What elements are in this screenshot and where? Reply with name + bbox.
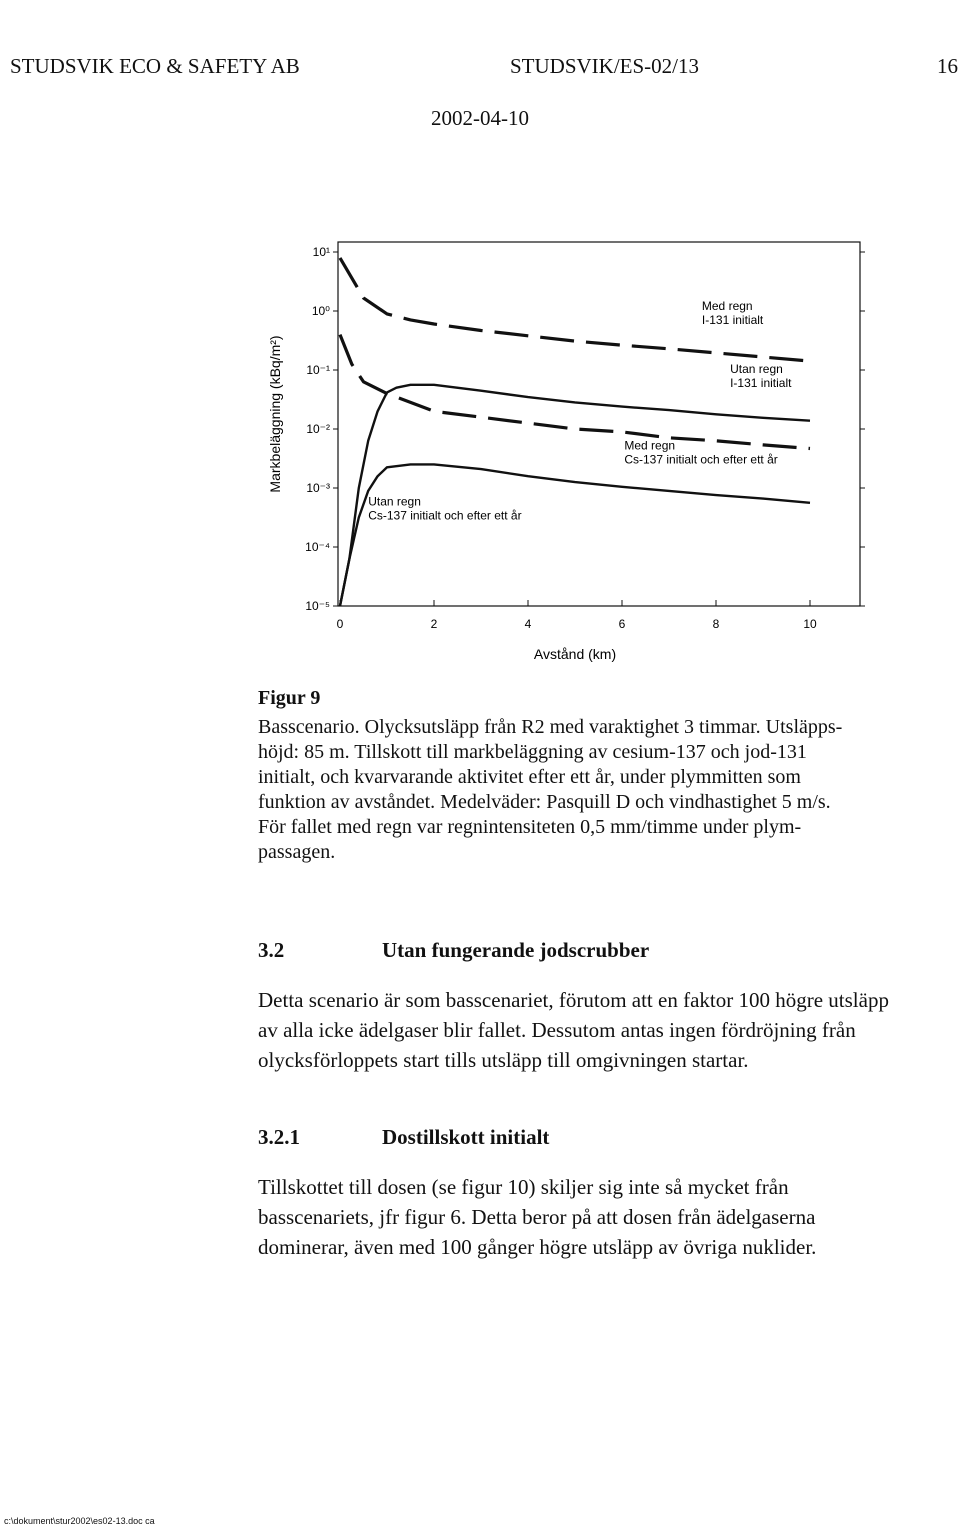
x-axis-label: Avstånd (km) (533, 646, 617, 662)
paragraph-line: av alla icke ädelgaser blir fallet. Dessutom antas ingen fördröjning från (258, 1018, 856, 1042)
caption-line: Basscenario. Olycksutsläpp från R2 med varaktighet 3 timmar. Utsläpps- (258, 716, 843, 738)
x-tick-label: 0 (336, 617, 344, 631)
plot-border (338, 242, 860, 606)
caption-line: För fallet med regn var regnintensiteten 0,5 mm/timme under plym- (258, 816, 802, 838)
caption-line: passagen. (258, 841, 336, 863)
y-tick-label: 10⁻⁴ (305, 540, 330, 554)
annotation-line: Med regn (701, 298, 753, 313)
chart-annotations (368, 299, 792, 523)
y-tick-label: 10⁻³ (306, 481, 330, 495)
x-tick-label: 10 (803, 617, 817, 631)
series-annotation (730, 362, 792, 390)
header-report-id: STUDSVIK/ES-02/13 (510, 54, 700, 78)
series-annotation (624, 439, 777, 467)
series-annotation (368, 495, 521, 523)
annotation-line: Cs-137 initialt och efter ett år (368, 508, 522, 523)
annotation-line: I-131 initialt (701, 312, 764, 327)
annotation-line: I-131 initialt (730, 375, 792, 390)
y-tick-label: 10¹ (312, 245, 330, 259)
annotation-line: Med regn (624, 438, 676, 453)
deposition-chart (250, 232, 870, 672)
section-number: 3.2 (258, 938, 285, 962)
y-axis-label: Markbeläggning (kBq/m²) (267, 335, 283, 493)
header-company: STUDSVIK ECO & SAFETY AB (10, 54, 300, 78)
paragraph-line: Tillskottet till dosen (se figur 10) skiljer sig inte så mycket från (258, 1175, 789, 1199)
series-annotation (702, 299, 764, 327)
footer-file-path: c:\dokument\stur2002\es02-13.doc ca (4, 1516, 155, 1526)
caption-line: höjd: 85 m. Tillskott till markbeläggning av cesium-137 och jod-131 (258, 741, 807, 763)
y-tick-label: 10⁻¹ (306, 363, 330, 377)
subsection-paragraph (258, 1172, 958, 1262)
x-tick-label: 6 (618, 617, 626, 631)
annotation-line: Utan regn (730, 361, 783, 376)
x-tick-label: 8 (712, 617, 720, 631)
caption-line: funktion av avståndet. Medelväder: Pasquill D och vindhastighet 5 m/s. (258, 791, 831, 813)
series-line-3 (340, 335, 810, 449)
plot-frame (338, 242, 860, 606)
header-page-number: 16 (937, 54, 958, 78)
paragraph-line: Detta scenario är som basscenariet, förutom att en faktor 100 högre utsläpp (258, 988, 889, 1012)
header-date: 2002-04-10 (431, 106, 529, 130)
figure-caption (258, 715, 958, 865)
x-axis-ticks (337, 600, 817, 631)
y-tick-label: 10⁻⁵ (305, 599, 330, 613)
section-paragraph (258, 985, 958, 1075)
y-tick-label: 10⁰ (311, 304, 330, 318)
series-line-4 (340, 464, 810, 606)
paragraph-line: olycksförloppets start tills utsläpp till omgivningen startar. (258, 1048, 749, 1072)
figure-label: Figur 9 (258, 687, 321, 709)
paragraph-line: basscenariets, jfr figur 6. Detta beror på att dosen från ädelgaserna (258, 1205, 816, 1229)
x-tick-label: 2 (430, 617, 438, 631)
paragraph-line: dominerar, även med 100 gånger högre utsläpp av övriga nuklider. (258, 1235, 817, 1259)
annotation-line: Utan regn (368, 494, 421, 509)
x-tick-label: 4 (524, 617, 532, 631)
subsection-number: 3.2.1 (258, 1125, 300, 1149)
subsection-title: Dostillskott initialt (382, 1125, 550, 1149)
caption-line: initialt, och kvarvarande aktivitet efter ett år, under plymmitten som (258, 766, 801, 788)
annotation-line: Cs-137 initialt och efter ett år (624, 452, 778, 467)
section-title: Utan fungerande jodscrubber (382, 938, 650, 962)
y-tick-label: 10⁻² (306, 422, 330, 436)
